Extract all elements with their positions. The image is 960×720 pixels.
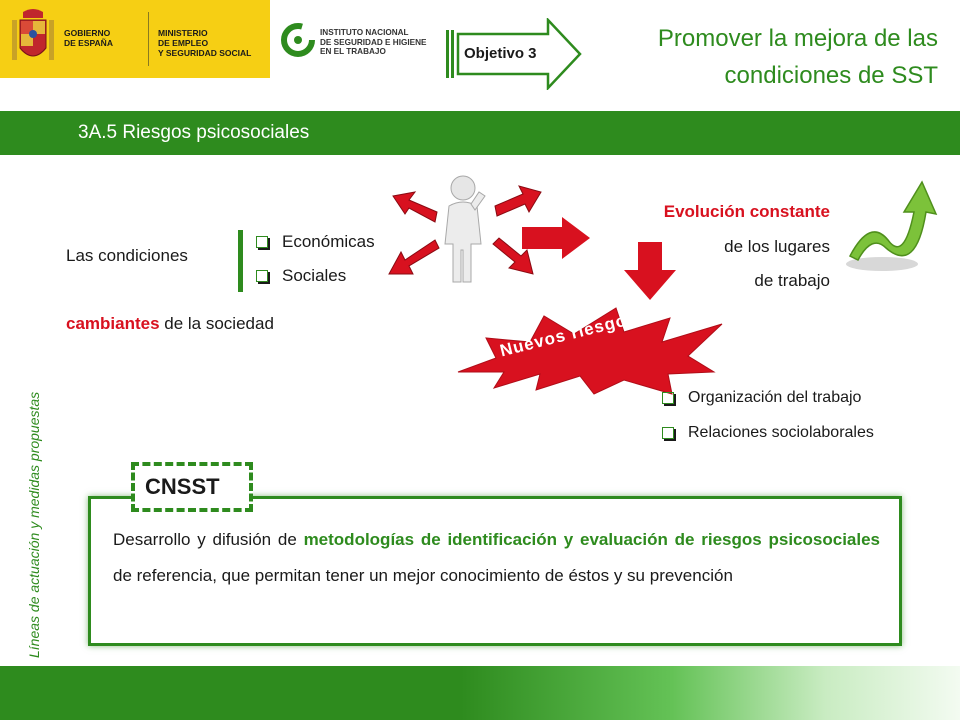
bullet-item-organizacion	[662, 389, 861, 407]
section-label: 3A.5 Riesgos psicosociales	[78, 122, 310, 143]
bullet-item-sociales	[256, 266, 346, 286]
cnsst-text-c: de referencia, que permitan tener un mejor conocimiento de éstos y su prevención	[113, 566, 733, 585]
bullet-item-relaciones	[662, 424, 874, 442]
conditions-bracket	[238, 230, 243, 292]
checkbox-bullet-icon	[662, 392, 674, 404]
bullet-item-label: Económicas	[282, 232, 375, 251]
coat-of-arms-icon	[10, 8, 56, 70]
footer-bar	[0, 666, 960, 720]
new-risks-burst-icon	[456, 298, 726, 396]
cambiantes-rest: de la sociedad	[159, 314, 274, 333]
checkbox-bullet-icon	[662, 427, 674, 439]
bullet-item-label: Sociales	[282, 266, 347, 285]
bullet-item-label: Relaciones sociolaborales	[688, 424, 874, 441]
bullet-item-label: Organización del trabajo	[688, 389, 862, 406]
new-risks-label: Nuevos riesgos	[498, 307, 640, 361]
government-logo-block	[0, 0, 270, 78]
cnsst-text-a: Desarrollo y difusión de	[113, 530, 304, 549]
evolution-title: Evolución constante	[663, 202, 830, 221]
gobierno-text: GOBIERNO DE ESPAÑA	[64, 28, 113, 48]
logo-divider	[148, 12, 149, 66]
cnsst-description	[113, 522, 880, 594]
side-vertical-text: Líneas de actuación y medidas propuestas	[26, 391, 42, 658]
cambiantes-text	[66, 314, 274, 334]
cambiantes-word: cambiantes	[66, 314, 160, 333]
cnsst-label: CNSST	[145, 474, 220, 499]
page-title: Promover la mejora de las condiciones de SST	[657, 25, 938, 89]
green-swirl-arrow-icon	[842, 178, 940, 278]
objective-label: Objetivo 3	[464, 45, 537, 62]
insht-logo-icon	[280, 22, 316, 58]
ministerio-text: MINISTERIO DE EMPLEO Y SEGURIDAD SOCIAL	[158, 28, 252, 58]
checkbox-bullet-icon	[256, 236, 268, 248]
evolution-line-2: de trabajo	[754, 271, 830, 290]
bullet-item-economicas	[256, 232, 375, 252]
checkbox-bullet-icon	[256, 270, 268, 282]
conditions-label: Las condiciones	[66, 246, 188, 265]
cnsst-text-highlight: metodologías de identificación y evaluación de riesgos psicosociales	[303, 530, 881, 549]
evolution-line-1: de los lugares	[724, 237, 830, 256]
insht-text: INSTITUTO NACIONAL DE SEGURIDAD E HIGIENE EN EL TRABAJO	[320, 28, 427, 56]
